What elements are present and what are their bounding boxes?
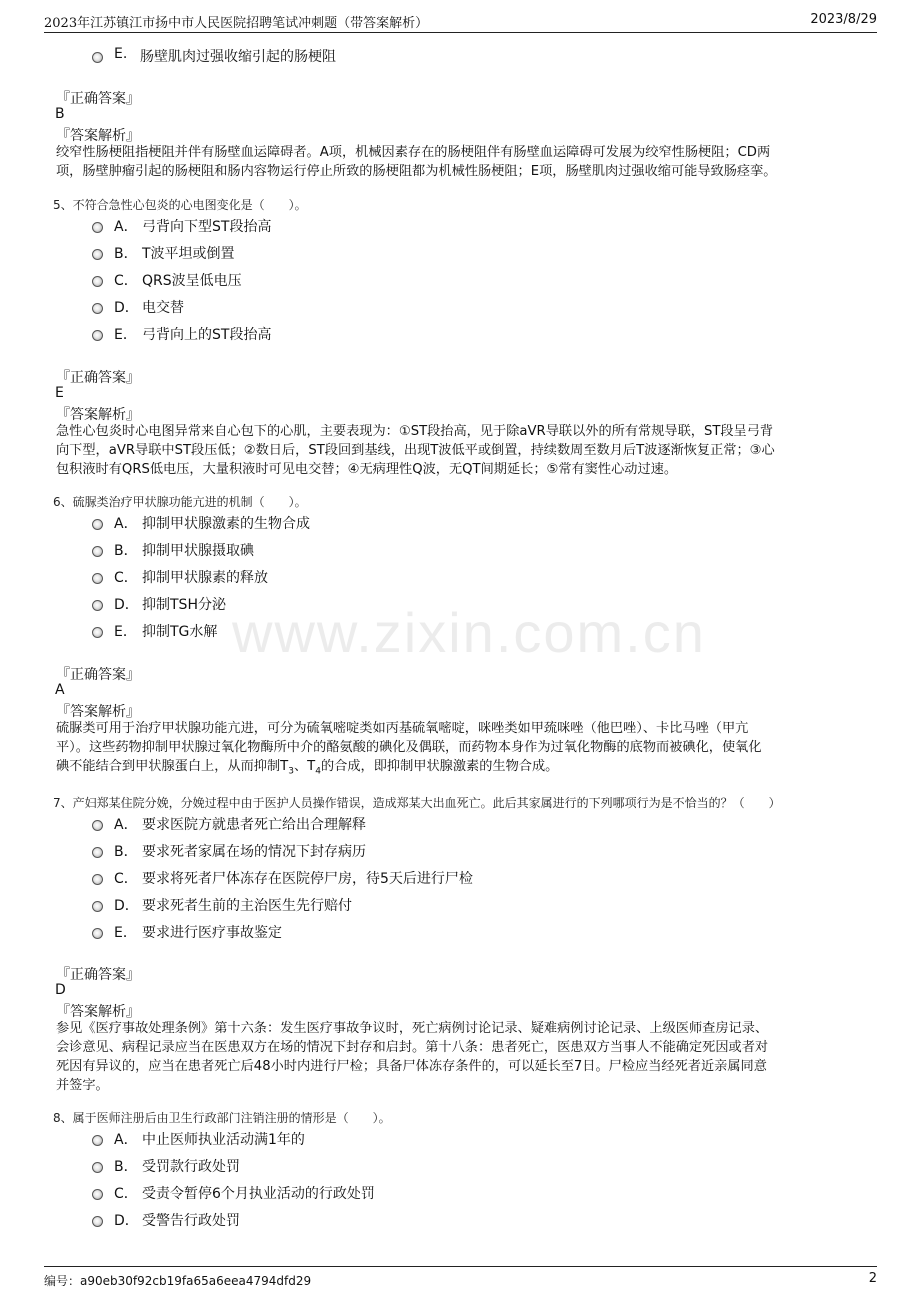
radio-icon[interactable]	[92, 249, 103, 260]
q4-answer: B	[55, 106, 65, 122]
radio-icon[interactable]	[92, 276, 103, 287]
q7-analysis-label: 『答案解析』	[56, 1004, 140, 1020]
q7-answer-label: 『正确答案』	[56, 967, 140, 983]
document-code: 编号：a90eb30f92cb19fa65a6eea4794dfd29	[44, 1274, 312, 1288]
radio-icon[interactable]	[92, 874, 103, 885]
radio-icon[interactable]	[92, 52, 103, 63]
document-page: 2023年江苏镇江市扬中市人民医院招聘笔试冲刺题（带答案解析） 2023/8/29 www.zixin.com.cn E. 肠壁肌肉过强收缩引起的肠梗阻 『正确答案』 B 『答案解析』 绞窄性肠梗阻指梗阻并伴有肠壁血运障碍者。A项，机械因素存在的肠梗阻伴有肠壁血运障碍可发展为绞窄性肠梗阻；CD两 项，肠壁肿瘤引起的肠梗阻和肠内容物运行停止所致的肠梗阻都为机械性肠梗阻；E项，肠壁肌肉过强收缩可能导致肠痉挛。 5、不符合急性心包炎的心电图变化是（ ）。 A． 弓背向下型ST段抬高 B． T波平坦或倒置 C． QRS波呈低电压 D． 电交替 E． 弓背向上的ST段抬高 『正确答案』 E 『答案解析』 急性心包炎时心电图异常来自心包下的心肌，主要表现为：①ST段抬高，见于除aVR导联以外的所有常规导联，ST段呈弓背 向下型，aVR导联中ST段压低；②数日后，ST段回到基线，出现T波低平或倒置，持续数周至数月后T波逐渐恢复正常；③心 包积液时有QRS低电压，大量积液时可见电交替；④无病理性Q波，无QT间期延长；⑤常有窦性心动过速。 6、硫脲类治疗甲状腺功能亢进的机制（ ）。 A． 抑制甲状腺激素的生物合成 B． 抑制甲状腺摄取碘 C． 抑制甲状腺素的释放 D． 抑制TSH分泌 E． 抑制TG水解 『正确答案』 A 『答案解析』 硫脲类可用于治疗甲状腺功能亢进，可分为硫氧嘧啶类如丙基硫氧嘧啶，咪唑类如甲巯咪唑（他巴唑）、卡比马唑（甲亢 平）。这些药物抑制甲状腺过氧化物酶所中介的酪氨酸的碘化及偶联，而药物本身作为过氧化物酶的底物而被碘化，使氧化 碘不能结合到甲状腺蛋白上，从而抑制$T_3$、$T_4$的合成，即抑制甲状腺激素的生物合成。 7、产妇郑某住院分娩，分娩过程中由于医护人员操作错误，造成郑某大出血死亡。此后其家属进行的下列哪项行为是不恰当的？（ ） A． 要求医院方就患者死亡给出合理解释 B． 要求死者家属在场的情况下封存病历 C． 要求将死者尸体冻存在医院停尸房，待5天后进行尸检 D． 要求死者生前的主治医生先行赔付 E． 要求进行医疗事故鉴定 『正确答案』 D 『答案解析』 参见《医疗事故处理条例》第十六条：发生医疗事故争议时，死亡病例讨论记录、疑难病例讨论记录、上级医师查房记录、 会诊意见、病程记录应当在医患双方在场的情况下封存和启封。第十八条：患者死亡，医患双方当事人不能确定死因或者对 死因有异议的，应当在患者死亡后48小时内进行尸检；具备尸体冻存条件的，可以延长至7日。尸检应当经死者近亲属同意 并签字。 8、属于医师注册后由卫生行政部门注销注册的情形是（ ）。 A． 中止医师执业活动满1年的 B． 受罚款行政处罚 C． 受责令暂停6个月执业活动的行政处罚 D． 受警告行政处罚 编号：a90eb30f92cb19fa65a6eea4794dfd29 2	[0, 0, 920, 1302]
radio-icon[interactable]	[92, 1189, 103, 1200]
q7-analysis: 参见《医疗事故处理条例》第十六条：发生医疗事故争议时，死亡病例讨论记录、疑难病例讨论记录、上级医师查房记录、 会诊意见、病程记录应当在医患双方在场的情况下封存和启封。第十八条：患者死亡，医患双方当事人不能确定死因或者对 死因有异议的，应当在患者死亡后48小时内进行尸检；具备尸体冻存条件的，可以延长至7日。尸检应当经死者近亲属同意 并签字。	[56, 1021, 769, 1093]
q5-analysis-label: 『答案解析』	[56, 407, 140, 423]
q4-analysis-label: 『答案解析』	[56, 128, 140, 144]
q5-question: 5、不符合急性心包炎的心电图变化是（ ）。	[53, 198, 307, 212]
radio-icon[interactable]	[92, 847, 103, 858]
radio-icon[interactable]	[92, 573, 103, 584]
radio-icon[interactable]	[92, 303, 103, 314]
q5-answer-label: 『正确答案』	[56, 370, 140, 386]
radio-icon[interactable]	[92, 519, 103, 530]
q6-analysis-last-line: 碘不能结合到甲状腺蛋白上，从而抑制$T_3$、$T_4$的合成，即抑制甲状腺激素的生物合成。	[56, 759, 559, 777]
watermark: www.zixin.com.cn	[232, 601, 706, 664]
q7-question: 7、产妇郑某住院分娩，分娩过程中由于医护人员操作错误，造成郑某大出血死亡。此后其家属进行的下列哪项行为是不恰当的？（ ）	[53, 796, 781, 810]
q6-answer: A	[55, 682, 65, 698]
document-date: 2023/8/29	[810, 12, 877, 27]
radio-icon[interactable]	[92, 901, 103, 912]
radio-icon[interactable]	[92, 820, 103, 831]
radio-icon[interactable]	[92, 330, 103, 341]
radio-icon[interactable]	[92, 1216, 103, 1227]
radio-icon[interactable]	[92, 928, 103, 939]
radio-icon[interactable]	[92, 222, 103, 233]
q4-analysis: 绞窄性肠梗阻指梗阻并伴有肠壁血运障碍者。A项，机械因素存在的肠梗阻伴有肠壁血运障碍可发展为绞窄性肠梗阻；CD两 项，肠壁肿瘤引起的肠梗阻和肠内容物运行停止所致的肠梗阻都为机械性肠梗阻；E项，肠壁肌肉过强收缩可能导致肠痉挛。	[56, 145, 777, 179]
page-footer	[44, 1266, 877, 1291]
q7-answer: D	[55, 982, 66, 998]
q6-question: 6、硫脲类治疗甲状腺功能亢进的机制（ ）。	[53, 495, 307, 509]
radio-icon[interactable]	[92, 1162, 103, 1173]
q4-answer-label: 『正确答案』	[56, 91, 140, 107]
q6-analysis: 硫脲类可用于治疗甲状腺功能亢进，可分为硫氧嘧啶类如丙基硫氧嘧啶，咪唑类如甲巯咪唑（他巴唑）、卡比马唑（甲亢 平）。这些药物抑制甲状腺过氧化物酶所中介的酪氨酸的碘化及偶联，而药物本身作为过氧化物酶的底物而被碘化，使氧化 碘不能结合到甲状腺蛋白上，从而抑制$T_3$、$T_4$的合成，即抑制甲状腺激素的生物合成。	[56, 719, 864, 782]
radio-icon[interactable]	[92, 627, 103, 638]
page-header	[44, 10, 877, 33]
q6-analysis-label: 『答案解析』	[56, 704, 140, 720]
radio-icon[interactable]	[92, 600, 103, 611]
q5-answer: E	[55, 385, 64, 401]
page-number: 2	[868, 1271, 877, 1286]
radio-icon[interactable]	[92, 546, 103, 557]
q8-question: 8、属于医师注册后由卫生行政部门注销注册的情形是（ ）。	[53, 1111, 391, 1125]
q5-analysis: 急性心包炎时心电图异常来自心包下的心肌，主要表现为：①ST段抬高，见于除aVR导联以外的所有常规导联，ST段呈弓背 向下型，aVR导联中ST段压低；②数日后，ST段回到基线，出现T波低平或倒置，持续数周至数月后T波逐渐恢复正常；③心 包积液时有QRS低电压，大量积液时可见电交替；④无病理性Q波，无QT间期延长；⑤常有窦性心动过速。	[56, 424, 775, 477]
q6-answer-label: 『正确答案』	[56, 667, 140, 683]
radio-icon[interactable]	[92, 1135, 103, 1146]
document-title: 2023年江苏镇江市扬中市人民医院招聘笔试冲刺题（带答案解析）	[44, 16, 429, 31]
